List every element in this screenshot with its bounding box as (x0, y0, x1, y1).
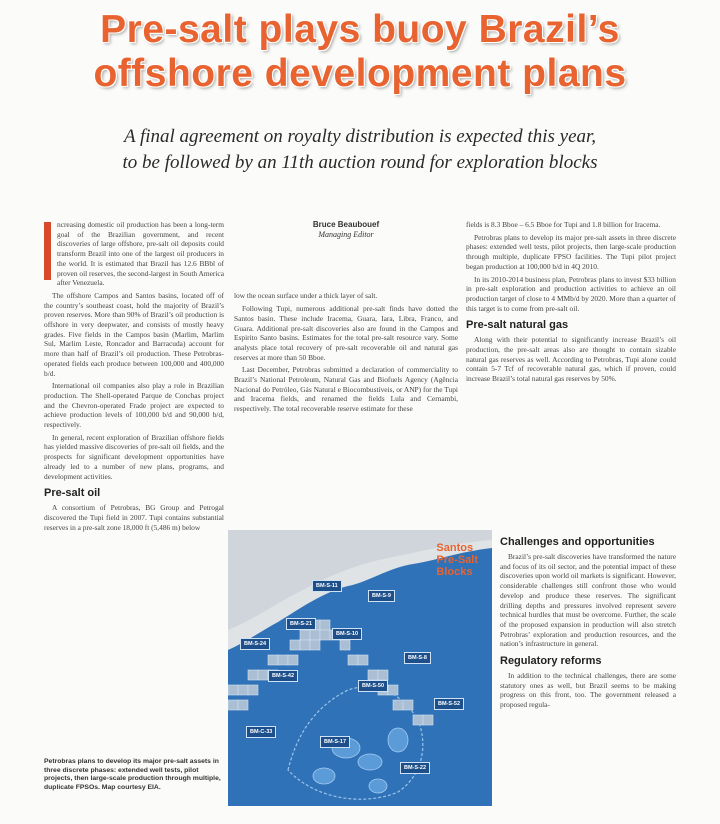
column-3 (466, 220, 676, 387)
block-label: BM-S-11 (312, 580, 342, 592)
legend-line-1: Santos (436, 542, 474, 554)
block-label: BM-S-8 (404, 652, 431, 664)
section-heading-challenges: Challenges and opportunities (500, 536, 655, 548)
exploration-block-grid (228, 620, 433, 725)
title-line-2: offshore development plans (93, 52, 627, 95)
legend-line-2: Pre-Salt (436, 554, 478, 566)
map-caption: Petrobras plans to develop its major pre-salt assets in three discrete phases: extended well tests, pilot projects, then large-scale production through multiple, duplicate FPSOs. Map courtesy EIA. (44, 758, 221, 791)
paragraph: In its 2010-2014 business plan, Petrobras plans to invest $33 billion in pre-salt exploration and production activities to achieve an oil production target of close to 4 MMb/d by 2020. More than a quarter of this target is to come from pre-salt oil. (466, 274, 676, 313)
paragraph: Petrobras plans to develop its major pre-salt assets in three discrete phases: extended well tests, pilot projects, then large-scale production through multiple, duplicate FPSO facilities. The Tupi pilot project began production at 100,000 b/d in 4Q 2010. (466, 232, 676, 271)
paragraph: low the ocean surface under a thick layer of salt. (234, 291, 378, 301)
santos-basin-map (228, 530, 492, 806)
byline (234, 220, 458, 239)
map-legend (436, 542, 478, 578)
block-label: BM-S-21 (286, 618, 316, 630)
subtitle-line-2: to be followed by an 11th auction round for exploration blocks (122, 152, 598, 173)
paragraph: In general, recent exploration of Brazilian offshore fields has yielded massive discoveries of pre-salt oil fields, and the prospects for significant development opportunities have already led to a number of new plans, programs, and development activities. (44, 432, 224, 481)
section-heading-pre-salt-gas: Pre-salt natural gas (466, 319, 569, 332)
article-subtitle (40, 124, 680, 176)
legend-line-3: Blocks (436, 566, 473, 578)
paragraph: Last December, Petrobras submitted a declaration of commerciality to Brazil’s National Petroleum, Natural Gas and Biofuels Agency (Agência Nacional do Petróleo, Gás Natural e Biocombustíveis, or ANP) for the Tupi and Iracema fields, and renamed the fields Lula and Cernambi, respectively. The total recoverable reserve estimate for these (234, 365, 458, 414)
paragraph: A consortium of Petrobras, BG Group and Petrogal discovered the Tupi field in 2007. Tupi contains substantial reserves in a pre-salt zone 18,000 ft (5,486 m) below (44, 503, 224, 532)
article-title (0, 8, 720, 96)
block-label: BM-S-17 (320, 736, 350, 748)
paragraph: Along with their potential to significantly increase Brazil’s oil production, the pre-salt areas also are thought to contain sizable natural gas reserves as well. According to Petrobras, Tupi alone could contain 5-7 Tcf of recoverable natural gas, which if proven, could increase Brazil’s total natural gas reserves by 50%. (466, 335, 676, 384)
lead-paragraph-block (44, 220, 224, 288)
title-line-1: Pre-salt plays buoy Brazil’s (100, 8, 620, 51)
author-role: Managing Editor (318, 229, 374, 239)
column-3-lower (500, 530, 676, 713)
block-label: BM-S-42 (268, 670, 298, 682)
block-label: BM-S-10 (332, 628, 362, 640)
column-1 (44, 220, 224, 535)
block-label: BM-S-50 (358, 680, 388, 692)
drop-cap-bar (44, 222, 51, 280)
block-label: BM-S-9 (368, 590, 395, 602)
block-label: BM-C-33 (246, 726, 276, 738)
block-label: BM-S-22 (400, 762, 430, 774)
author-name: Bruce Beaubouef (312, 220, 380, 229)
section-heading-regulatory: Regulatory reforms (500, 655, 602, 668)
column-2 (234, 220, 458, 417)
paragraph: ncreasing domestic oil production has been a long-term goal of the Brazilian government, and recent discoveries of large offshore, pre-salt oil deposits could transform Brazil into one of the largest oil producers in the world. It is estimated that Brazil has 12.6 BBbl of proven oil reserves, the second-largest in South America after Venezuela. (57, 220, 224, 288)
paragraph: Brazil’s pre-salt discoveries have transformed the nature and focus of its oil sector, and the potential impact of these discoveries upon world oil markets is significant. However, considerable challenges still confront those who would develop and produce these reserves. The significant drilling depths and pressures involved represent severe technical hurdles that must be overcome. Further, the scale of the proposed expansion in production will also stretch Petrobras’ exploration and production resources, and the nation’s infrastructure in general. (500, 552, 677, 649)
subtitle-line-1: A final agreement on royalty distribution is expected this year, (123, 126, 597, 147)
block-label: BM-S-52 (434, 698, 464, 710)
paragraph: Following Tupi, numerous additional pre-salt finds have dotted the Santos basin. These include Iracema, Guara, Iara, Libra, Franco, and Guara. Additional pre-salt discoveries also are found in the Campos and Espirito Santo basins. Estimates for the total pre-salt resource vary. Some analysts place total recovery of pre-salt recoverable oil and natural gas reserves at more than 50 Bboe. (234, 304, 458, 362)
paragraph: International oil companies also play a role in Brazilian production. The Shell-operated Parque de Conchas project and the Chevron-operated Frade project are expected to achieve production levels of 100,000 b/d and 90,000 b/d, respectively. (44, 381, 224, 430)
section-heading-pre-salt-oil: Pre-salt oil (44, 487, 101, 500)
paragraph: In addition to the technical challenges, there are some statutory ones as well, but Brazil seems to be making progress on this front, too. The government released a proposed regula- (500, 671, 676, 710)
paragraph: The offshore Campos and Santos basins, located off of the country’s southeast coast, hold the majority of Brazil’s proven reserves. More than 90% of Brazil’s oil production is offshore in very deepwater, and consists of mostly heavy grades. Five fields in the Campos basin (Marlim, Marlim Sul, Marlim Leste, Roncador and Barracuda) account for more than half of Brazil’s oil production. These Petrobras-operated fields each produce between 100,000 and 400,000 b/d. (44, 290, 224, 378)
block-label: BM-S-24 (240, 638, 270, 650)
paragraph: fields is 8.3 Bboe – 6.5 Bboe for Tupi and 1.8 billion for Iracema. (466, 220, 661, 229)
